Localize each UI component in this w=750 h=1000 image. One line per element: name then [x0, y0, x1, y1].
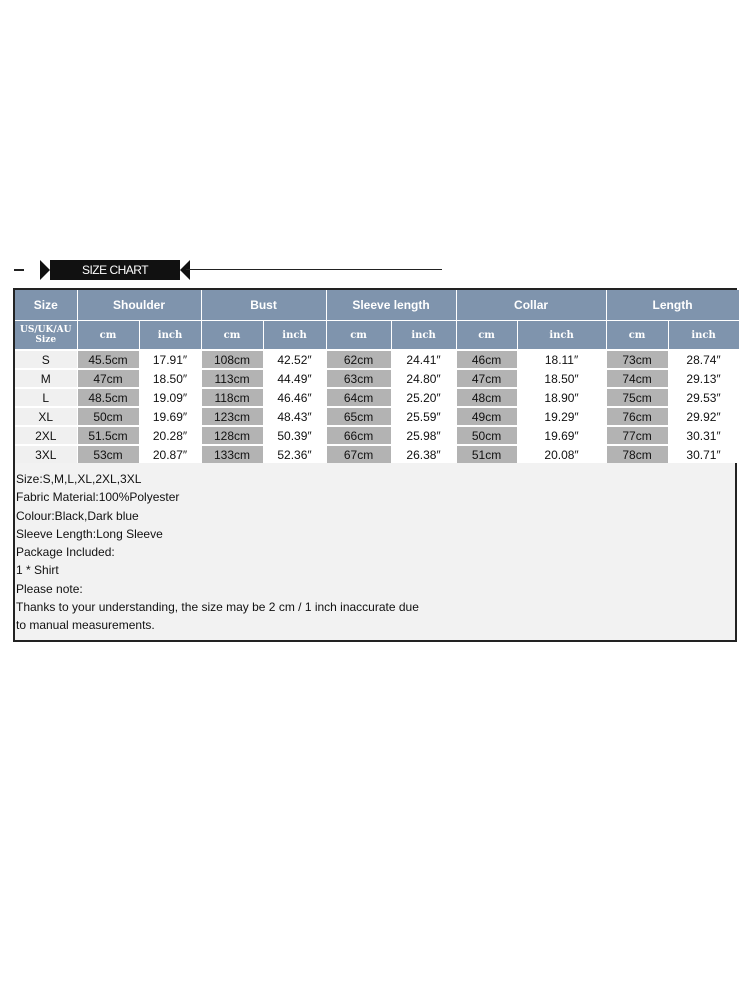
header-length: Length	[606, 290, 739, 321]
shoulder-inch-cell: 18.50″	[139, 369, 201, 388]
collar-inch-cell: 18.50″	[517, 369, 606, 388]
collar-cm-cell: 46cm	[456, 350, 517, 369]
table-row	[15, 426, 739, 445]
tag-left-notch	[40, 260, 50, 280]
sleeve-cm-cell: 66cm	[326, 426, 391, 445]
bust-cm-cell: 108cm	[201, 350, 263, 369]
sleeve-cm-cell: 65cm	[326, 407, 391, 426]
size-cell: 3XL	[15, 445, 77, 463]
table-row	[15, 388, 739, 407]
bust-cm-cell: 133cm	[201, 445, 263, 463]
unit-cm: cm	[456, 321, 517, 351]
collar-cm-cell: 51cm	[456, 445, 517, 463]
size-chart-ribbon	[14, 258, 434, 282]
size-chart-tag	[40, 260, 190, 280]
bust-inch-cell: 48.43″	[263, 407, 326, 426]
table-row	[15, 445, 739, 463]
collar-inch-cell: 18.11″	[517, 350, 606, 369]
sleeve-cm-cell: 64cm	[326, 388, 391, 407]
sleeve-inch-cell: 25.59″	[391, 407, 456, 426]
header-shoulder: Shoulder	[77, 290, 201, 321]
note-fabric: Fabric Material:100%Polyester	[16, 490, 180, 505]
length-cm-cell: 74cm	[606, 369, 668, 388]
sleeve-cm-cell: 62cm	[326, 350, 391, 369]
note-disclaimer-line-1: Thanks to your understanding, the size may be 2 cm / 1 inch inaccurate due	[16, 600, 419, 615]
size-cell: 2XL	[15, 426, 77, 445]
unit-inch: inch	[668, 321, 739, 351]
unit-inch: inch	[263, 321, 326, 351]
length-cm-cell: 77cm	[606, 426, 668, 445]
header-size: Size	[15, 290, 77, 321]
bust-inch-cell: 44.49″	[263, 369, 326, 388]
sleeve-inch-cell: 24.41″	[391, 350, 456, 369]
bust-cm-cell: 123cm	[201, 407, 263, 426]
length-cm-cell: 76cm	[606, 407, 668, 426]
sleeve-inch-cell: 25.98″	[391, 426, 456, 445]
size-cell: L	[15, 388, 77, 407]
header-collar: Collar	[456, 290, 606, 321]
length-inch-cell: 29.53″	[668, 388, 739, 407]
unit-header-row	[15, 321, 739, 351]
length-cm-cell: 75cm	[606, 388, 668, 407]
shoulder-cm-cell: 47cm	[77, 369, 139, 388]
unit-inch: inch	[139, 321, 201, 351]
bust-inch-cell: 42.52″	[263, 350, 326, 369]
unit-cm: cm	[606, 321, 668, 351]
shoulder-inch-cell: 20.28″	[139, 426, 201, 445]
collar-inch-cell: 19.29″	[517, 407, 606, 426]
shoulder-inch-cell: 19.69″	[139, 407, 201, 426]
collar-cm-cell: 50cm	[456, 426, 517, 445]
collar-cm-cell: 49cm	[456, 407, 517, 426]
length-cm-cell: 73cm	[606, 350, 668, 369]
note-package-item: 1 * Shirt	[16, 563, 59, 578]
length-cm-cell: 78cm	[606, 445, 668, 463]
length-inch-cell: 29.92″	[668, 407, 739, 426]
bust-inch-cell: 52.36″	[263, 445, 326, 463]
note-sizes: Size:S,M,L,XL,2XL,3XL	[16, 472, 142, 486]
size-chart-title: SIZE CHART	[50, 260, 180, 280]
shoulder-cm-cell: 51.5cm	[77, 426, 139, 445]
size-table	[15, 290, 740, 463]
shoulder-cm-cell: 53cm	[77, 445, 139, 463]
shoulder-inch-cell: 20.87″	[139, 445, 201, 463]
bust-cm-cell: 113cm	[201, 369, 263, 388]
collar-cm-cell: 47cm	[456, 369, 517, 388]
sleeve-cm-cell: 67cm	[326, 445, 391, 463]
unit-cm: cm	[77, 321, 139, 351]
size-cell: M	[15, 369, 77, 388]
size-cell: S	[15, 350, 77, 369]
size-label: Size	[35, 335, 57, 345]
bust-cm-cell: 118cm	[201, 388, 263, 407]
ribbon-tail-line	[186, 269, 442, 270]
unit-cm: cm	[201, 321, 263, 351]
header-bust: Bust	[201, 290, 326, 321]
bust-inch-cell: 46.46″	[263, 388, 326, 407]
sleeve-cm-cell: 63cm	[326, 369, 391, 388]
sleeve-inch-cell: 24.80″	[391, 369, 456, 388]
length-inch-cell: 30.71″	[668, 445, 739, 463]
note-colour: Colour:Black,Dark blue	[16, 508, 139, 523]
ribbon-lead-dash	[14, 269, 24, 271]
note-please-note: Please note:	[16, 581, 83, 596]
size-region-label: US/UK/AU	[20, 325, 72, 335]
shoulder-inch-cell: 17.91″	[139, 350, 201, 369]
length-inch-cell: 29.13″	[668, 369, 739, 388]
unit-cm: cm	[326, 321, 391, 351]
shoulder-cm-cell: 45.5cm	[77, 350, 139, 369]
bust-cm-cell: 128cm	[201, 426, 263, 445]
shoulder-inch-cell: 19.09″	[139, 388, 201, 407]
shoulder-cm-cell: 50cm	[77, 407, 139, 426]
unit-inch: inch	[391, 321, 456, 351]
collar-inch-cell: 19.69″	[517, 426, 606, 445]
header-sleeve-length: Sleeve length	[326, 290, 456, 321]
table-row	[15, 350, 739, 369]
sleeve-inch-cell: 25.20″	[391, 388, 456, 407]
sleeve-inch-cell: 26.38″	[391, 445, 456, 463]
size-chart-panel	[13, 288, 737, 642]
bust-inch-cell: 50.39″	[263, 426, 326, 445]
shoulder-cm-cell: 48.5cm	[77, 388, 139, 407]
note-sleeve-length: Sleeve Length:Long Sleeve	[16, 526, 163, 541]
size-cell: XL	[15, 407, 77, 426]
tag-right-notch	[180, 260, 190, 280]
group-header-row	[15, 290, 739, 321]
collar-inch-cell: 20.08″	[517, 445, 606, 463]
length-inch-cell: 28.74″	[668, 350, 739, 369]
unit-inch: inch	[517, 321, 606, 351]
collar-inch-cell: 18.90″	[517, 388, 606, 407]
collar-cm-cell: 48cm	[456, 388, 517, 407]
note-package-heading: Package Included:	[16, 545, 115, 560]
note-disclaimer-line-2: to manual measurements.	[16, 618, 155, 633]
header-size-region	[15, 321, 77, 351]
table-row	[15, 407, 739, 426]
table-row	[15, 369, 739, 388]
length-inch-cell: 30.31″	[668, 426, 739, 445]
product-notes	[16, 470, 716, 635]
